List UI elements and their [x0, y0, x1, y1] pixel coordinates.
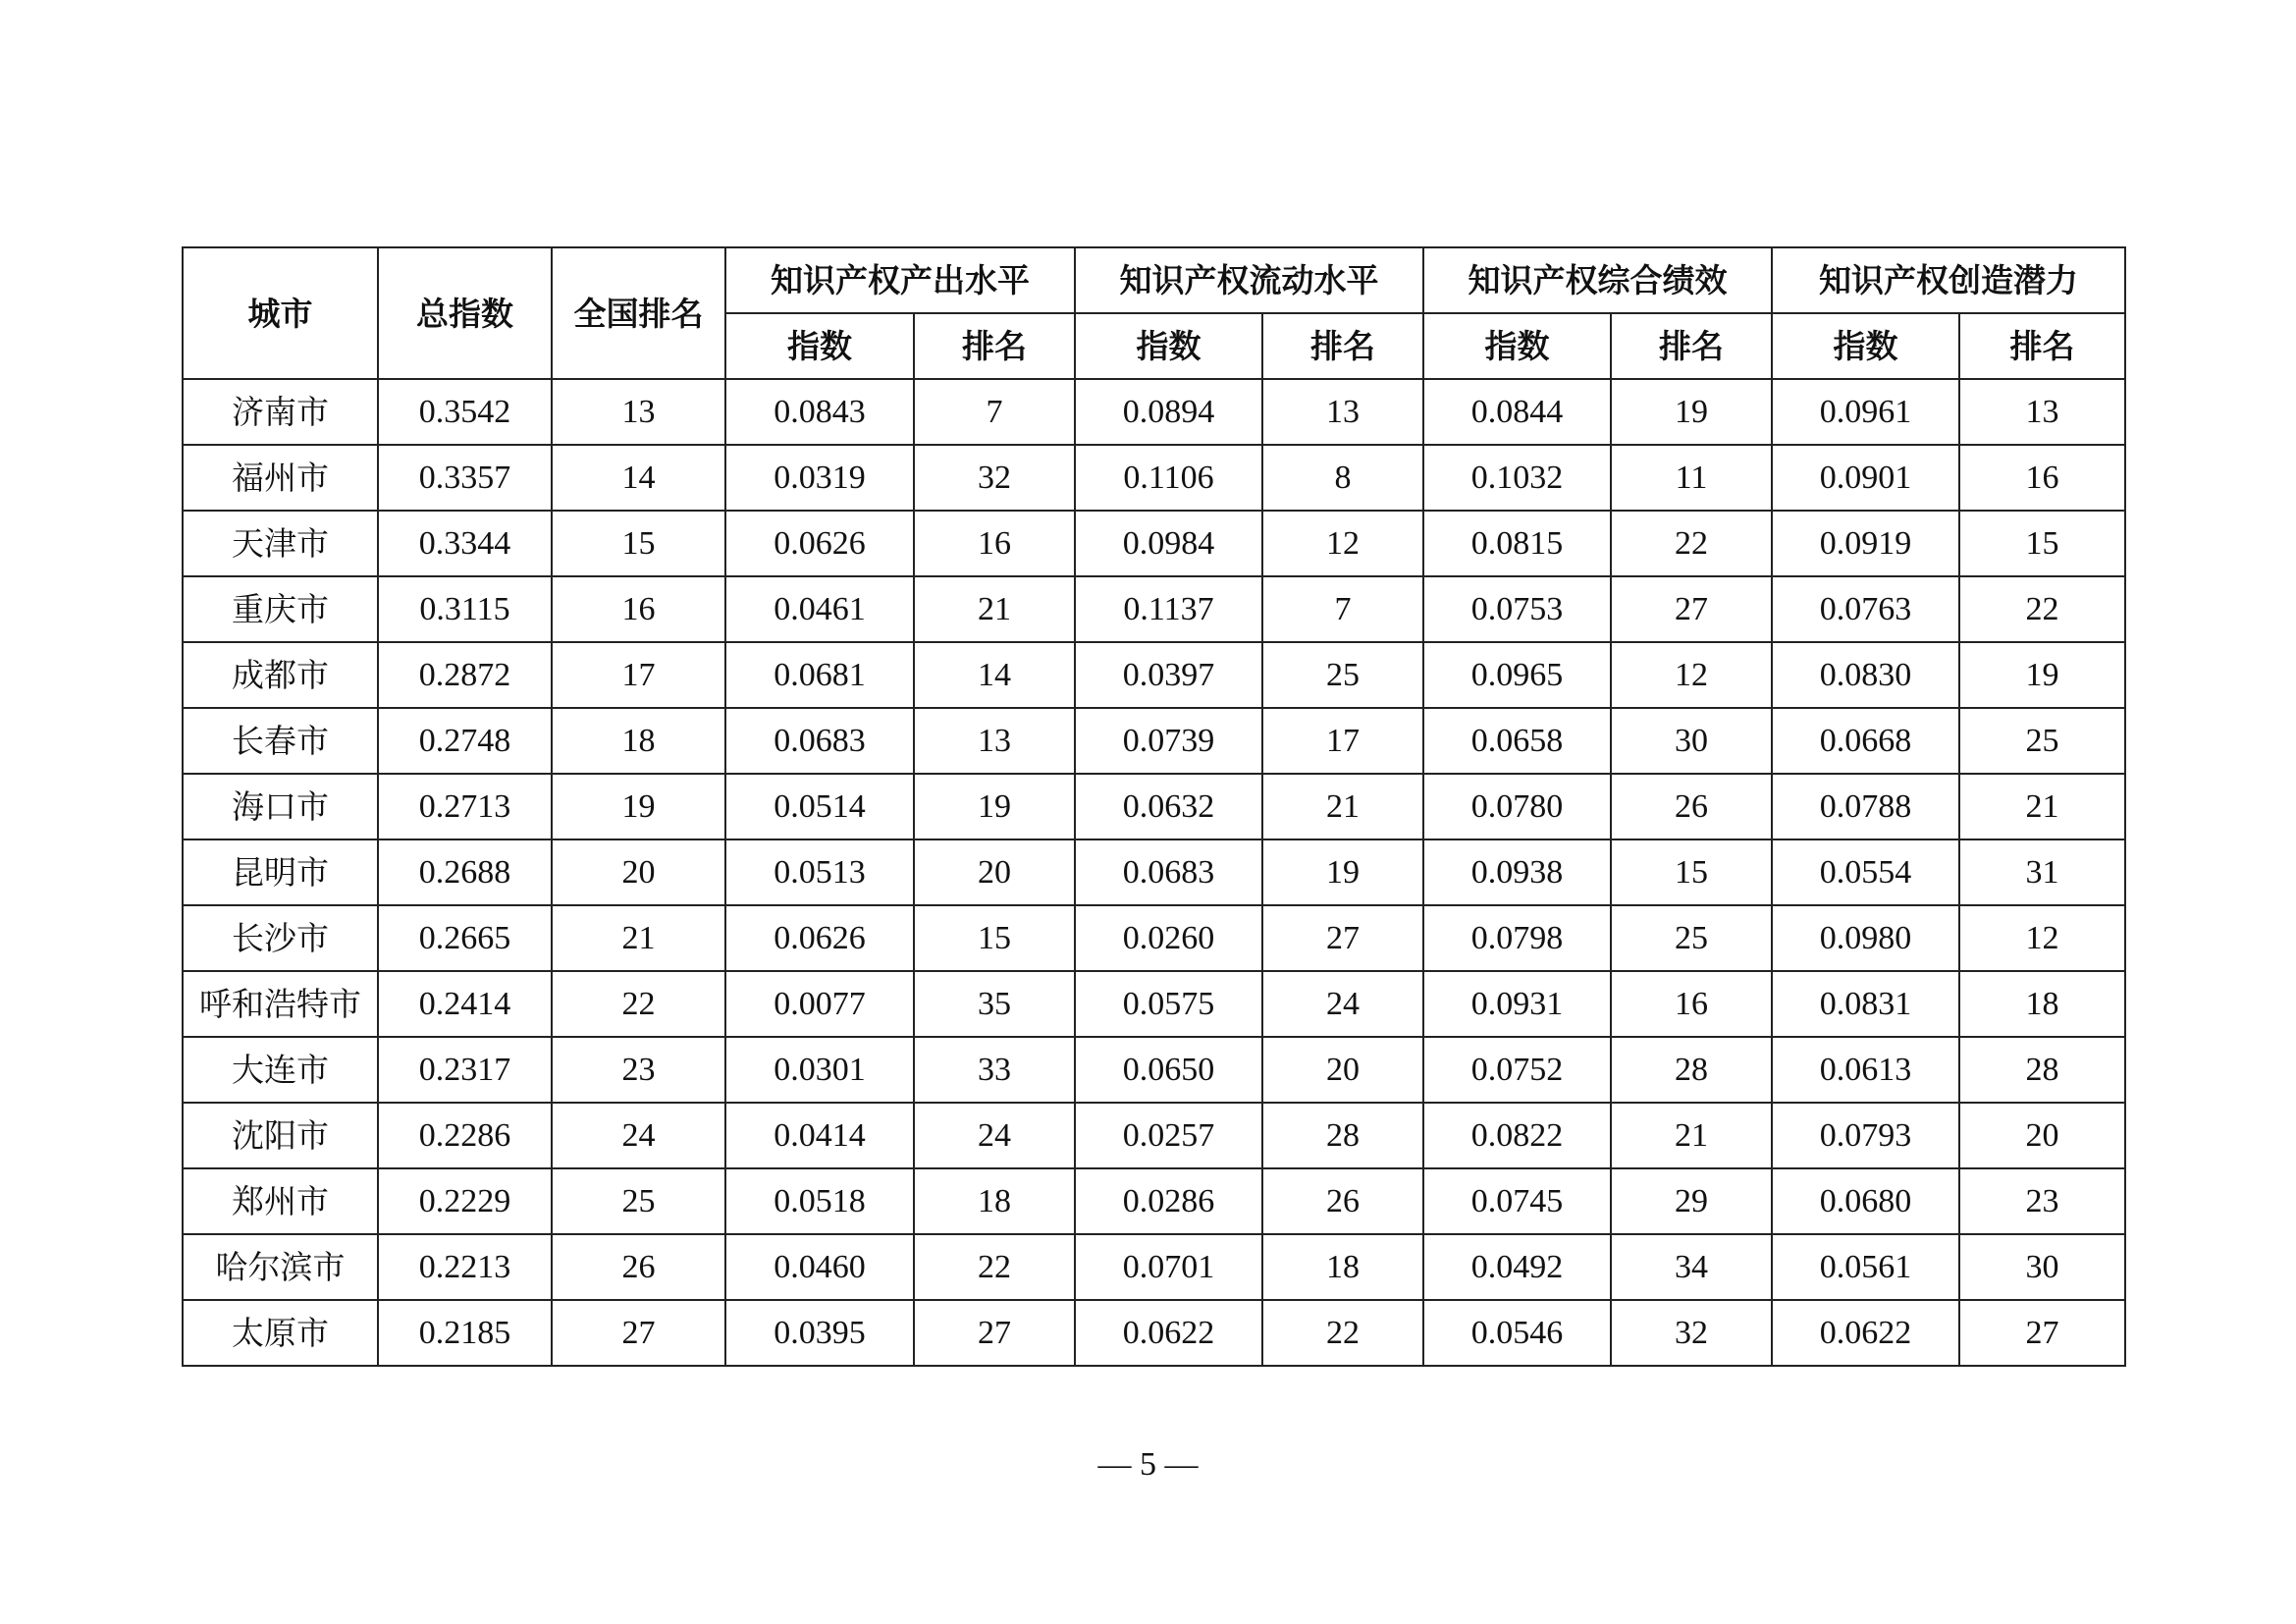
header-national-rank: 全国排名 [552, 247, 725, 379]
cell-potential-rank: 30 [1959, 1234, 2125, 1300]
cell-flow-rank: 25 [1262, 642, 1423, 708]
page-number: — 5 — [1097, 1446, 1199, 1483]
cell-flow-rank: 21 [1262, 774, 1423, 839]
cell-performance-index: 0.0815 [1423, 511, 1611, 576]
cell-performance-index: 0.0798 [1423, 905, 1611, 971]
table-row [183, 708, 2125, 774]
table-row [183, 511, 2125, 576]
table-row [183, 1234, 2125, 1300]
cell-performance-index: 0.0938 [1423, 839, 1611, 905]
cell-national-rank: 22 [552, 971, 725, 1037]
header-performance-index: 指数 [1423, 313, 1611, 379]
header-group-output: 知识产权产出水平 [725, 247, 1075, 313]
cell-city: 成都市 [183, 642, 378, 708]
cell-total-index: 0.2213 [378, 1234, 552, 1300]
table-row [183, 1037, 2125, 1103]
cell-city: 长春市 [183, 708, 378, 774]
cell-performance-index: 0.0658 [1423, 708, 1611, 774]
header-flow-index: 指数 [1075, 313, 1262, 379]
cell-city: 沈阳市 [183, 1103, 378, 1168]
cell-potential-rank: 28 [1959, 1037, 2125, 1103]
cell-performance-rank: 29 [1611, 1168, 1772, 1234]
cell-flow-index: 0.0286 [1075, 1168, 1262, 1234]
cell-national-rank: 16 [552, 576, 725, 642]
cell-performance-rank: 26 [1611, 774, 1772, 839]
cell-output-index: 0.0460 [725, 1234, 914, 1300]
cell-flow-index: 0.0683 [1075, 839, 1262, 905]
table-row [183, 971, 2125, 1037]
cell-performance-index: 0.0931 [1423, 971, 1611, 1037]
cell-output-rank: 32 [914, 445, 1075, 511]
cell-city: 重庆市 [183, 576, 378, 642]
cell-potential-rank: 27 [1959, 1300, 2125, 1366]
header-flow-rank: 排名 [1262, 313, 1423, 379]
cell-potential-index: 0.0919 [1772, 511, 1959, 576]
cell-flow-rank: 18 [1262, 1234, 1423, 1300]
cell-output-rank: 15 [914, 905, 1075, 971]
cell-national-rank: 25 [552, 1168, 725, 1234]
cell-total-index: 0.2748 [378, 708, 552, 774]
cell-national-rank: 17 [552, 642, 725, 708]
cell-performance-rank: 30 [1611, 708, 1772, 774]
table-row [183, 379, 2125, 445]
ranking-table [182, 246, 2126, 1367]
cell-performance-rank: 15 [1611, 839, 1772, 905]
cell-performance-rank: 21 [1611, 1103, 1772, 1168]
table-row [183, 1300, 2125, 1366]
header-group-flow: 知识产权流动水平 [1075, 247, 1423, 313]
cell-output-rank: 24 [914, 1103, 1075, 1168]
cell-flow-index: 0.0632 [1075, 774, 1262, 839]
cell-output-rank: 21 [914, 576, 1075, 642]
cell-output-index: 0.0843 [725, 379, 914, 445]
cell-city: 天津市 [183, 511, 378, 576]
cell-flow-rank: 22 [1262, 1300, 1423, 1366]
cell-performance-index: 0.0492 [1423, 1234, 1611, 1300]
cell-national-rank: 21 [552, 905, 725, 971]
cell-output-rank: 14 [914, 642, 1075, 708]
cell-flow-rank: 7 [1262, 576, 1423, 642]
cell-output-rank: 33 [914, 1037, 1075, 1103]
cell-output-rank: 16 [914, 511, 1075, 576]
cell-city: 哈尔滨市 [183, 1234, 378, 1300]
cell-performance-index: 0.0844 [1423, 379, 1611, 445]
cell-potential-index: 0.0980 [1772, 905, 1959, 971]
cell-national-rank: 15 [552, 511, 725, 576]
cell-flow-rank: 17 [1262, 708, 1423, 774]
header-city: 城市 [183, 247, 378, 379]
cell-performance-index: 0.0546 [1423, 1300, 1611, 1366]
table-row [183, 445, 2125, 511]
header-output-index: 指数 [725, 313, 914, 379]
cell-flow-index: 0.1137 [1075, 576, 1262, 642]
cell-potential-rank: 20 [1959, 1103, 2125, 1168]
cell-output-index: 0.0395 [725, 1300, 914, 1366]
header-group-potential: 知识产权创造潜力 [1772, 247, 2125, 313]
cell-potential-index: 0.0961 [1772, 379, 1959, 445]
cell-output-rank: 35 [914, 971, 1075, 1037]
cell-city: 昆明市 [183, 839, 378, 905]
cell-potential-index: 0.0680 [1772, 1168, 1959, 1234]
cell-total-index: 0.2688 [378, 839, 552, 905]
cell-flow-index: 0.0622 [1075, 1300, 1262, 1366]
cell-output-index: 0.0414 [725, 1103, 914, 1168]
cell-flow-rank: 19 [1262, 839, 1423, 905]
cell-national-rank: 18 [552, 708, 725, 774]
cell-potential-index: 0.0788 [1772, 774, 1959, 839]
cell-total-index: 0.2414 [378, 971, 552, 1037]
cell-performance-index: 0.0780 [1423, 774, 1611, 839]
cell-potential-index: 0.0831 [1772, 971, 1959, 1037]
cell-total-index: 0.2286 [378, 1103, 552, 1168]
cell-potential-index: 0.0830 [1772, 642, 1959, 708]
cell-national-rank: 26 [552, 1234, 725, 1300]
cell-total-index: 0.3344 [378, 511, 552, 576]
cell-city: 大连市 [183, 1037, 378, 1103]
table-row [183, 1103, 2125, 1168]
cell-potential-index: 0.0554 [1772, 839, 1959, 905]
cell-total-index: 0.2317 [378, 1037, 552, 1103]
cell-potential-rank: 25 [1959, 708, 2125, 774]
table-row [183, 1168, 2125, 1234]
cell-flow-index: 0.0260 [1075, 905, 1262, 971]
cell-total-index: 0.3357 [378, 445, 552, 511]
cell-output-rank: 13 [914, 708, 1075, 774]
cell-performance-index: 0.0752 [1423, 1037, 1611, 1103]
table-row [183, 774, 2125, 839]
cell-output-index: 0.0461 [725, 576, 914, 642]
header-row-top [183, 247, 2125, 313]
cell-total-index: 0.3542 [378, 379, 552, 445]
cell-potential-rank: 19 [1959, 642, 2125, 708]
cell-flow-rank: 26 [1262, 1168, 1423, 1234]
cell-performance-rank: 28 [1611, 1037, 1772, 1103]
cell-output-index: 0.0077 [725, 971, 914, 1037]
cell-flow-index: 0.0575 [1075, 971, 1262, 1037]
cell-performance-index: 0.0822 [1423, 1103, 1611, 1168]
cell-output-rank: 18 [914, 1168, 1075, 1234]
cell-national-rank: 13 [552, 379, 725, 445]
table-row [183, 839, 2125, 905]
cell-performance-rank: 22 [1611, 511, 1772, 576]
table-row [183, 905, 2125, 971]
cell-flow-rank: 27 [1262, 905, 1423, 971]
cell-total-index: 0.2665 [378, 905, 552, 971]
header-total-index: 总指数 [378, 247, 552, 379]
header-potential-rank: 排名 [1959, 313, 2125, 379]
cell-city: 太原市 [183, 1300, 378, 1366]
cell-total-index: 0.2185 [378, 1300, 552, 1366]
cell-output-rank: 27 [914, 1300, 1075, 1366]
cell-flow-rank: 13 [1262, 379, 1423, 445]
cell-potential-rank: 15 [1959, 511, 2125, 576]
cell-flow-rank: 20 [1262, 1037, 1423, 1103]
cell-national-rank: 19 [552, 774, 725, 839]
cell-performance-rank: 34 [1611, 1234, 1772, 1300]
cell-performance-rank: 25 [1611, 905, 1772, 971]
cell-potential-index: 0.0622 [1772, 1300, 1959, 1366]
header-performance-rank: 排名 [1611, 313, 1772, 379]
cell-national-rank: 20 [552, 839, 725, 905]
cell-potential-rank: 12 [1959, 905, 2125, 971]
cell-flow-rank: 8 [1262, 445, 1423, 511]
cell-flow-index: 0.0894 [1075, 379, 1262, 445]
cell-output-index: 0.0319 [725, 445, 914, 511]
cell-potential-rank: 13 [1959, 379, 2125, 445]
cell-city: 长沙市 [183, 905, 378, 971]
cell-potential-rank: 23 [1959, 1168, 2125, 1234]
cell-output-index: 0.0301 [725, 1037, 914, 1103]
header-group-performance: 知识产权综合绩效 [1423, 247, 1772, 313]
cell-potential-rank: 22 [1959, 576, 2125, 642]
cell-total-index: 0.2713 [378, 774, 552, 839]
cell-national-rank: 27 [552, 1300, 725, 1366]
cell-performance-index: 0.0965 [1423, 642, 1611, 708]
header-potential-index: 指数 [1772, 313, 1959, 379]
cell-output-rank: 22 [914, 1234, 1075, 1300]
cell-performance-rank: 32 [1611, 1300, 1772, 1366]
cell-output-rank: 19 [914, 774, 1075, 839]
table-body [183, 379, 2125, 1366]
table-row [183, 642, 2125, 708]
cell-national-rank: 14 [552, 445, 725, 511]
cell-flow-index: 0.0650 [1075, 1037, 1262, 1103]
cell-city: 福州市 [183, 445, 378, 511]
cell-performance-rank: 19 [1611, 379, 1772, 445]
cell-output-index: 0.0681 [725, 642, 914, 708]
cell-output-index: 0.0513 [725, 839, 914, 905]
table-row [183, 576, 2125, 642]
cell-output-index: 0.0518 [725, 1168, 914, 1234]
cell-performance-index: 0.0753 [1423, 576, 1611, 642]
header-output-rank: 排名 [914, 313, 1075, 379]
cell-potential-index: 0.0793 [1772, 1103, 1959, 1168]
cell-flow-index: 0.0257 [1075, 1103, 1262, 1168]
cell-city: 海口市 [183, 774, 378, 839]
cell-performance-rank: 12 [1611, 642, 1772, 708]
cell-performance-index: 0.1032 [1423, 445, 1611, 511]
cell-flow-index: 0.1106 [1075, 445, 1262, 511]
cell-performance-rank: 11 [1611, 445, 1772, 511]
cell-performance-index: 0.0745 [1423, 1168, 1611, 1234]
cell-flow-index: 0.0397 [1075, 642, 1262, 708]
cell-potential-rank: 31 [1959, 839, 2125, 905]
cell-flow-rank: 12 [1262, 511, 1423, 576]
cell-potential-index: 0.0668 [1772, 708, 1959, 774]
cell-total-index: 0.2229 [378, 1168, 552, 1234]
cell-output-index: 0.0626 [725, 905, 914, 971]
cell-output-index: 0.0626 [725, 511, 914, 576]
cell-potential-rank: 21 [1959, 774, 2125, 839]
cell-output-rank: 20 [914, 839, 1075, 905]
cell-output-index: 0.0514 [725, 774, 914, 839]
cell-flow-index: 0.0739 [1075, 708, 1262, 774]
cell-potential-index: 0.0763 [1772, 576, 1959, 642]
cell-city: 郑州市 [183, 1168, 378, 1234]
cell-city: 呼和浩特市 [183, 971, 378, 1037]
cell-flow-index: 0.0701 [1075, 1234, 1262, 1300]
cell-national-rank: 23 [552, 1037, 725, 1103]
cell-performance-rank: 16 [1611, 971, 1772, 1037]
cell-output-rank: 7 [914, 379, 1075, 445]
cell-city: 济南市 [183, 379, 378, 445]
cell-output-index: 0.0683 [725, 708, 914, 774]
cell-total-index: 0.2872 [378, 642, 552, 708]
cell-national-rank: 24 [552, 1103, 725, 1168]
cell-potential-index: 0.0561 [1772, 1234, 1959, 1300]
cell-flow-rank: 24 [1262, 971, 1423, 1037]
cell-flow-rank: 28 [1262, 1103, 1423, 1168]
cell-potential-rank: 18 [1959, 971, 2125, 1037]
cell-potential-rank: 16 [1959, 445, 2125, 511]
cell-total-index: 0.3115 [378, 576, 552, 642]
cell-performance-rank: 27 [1611, 576, 1772, 642]
cell-potential-index: 0.0613 [1772, 1037, 1959, 1103]
cell-flow-index: 0.0984 [1075, 511, 1262, 576]
cell-potential-index: 0.0901 [1772, 445, 1959, 511]
table-header [183, 247, 2125, 379]
